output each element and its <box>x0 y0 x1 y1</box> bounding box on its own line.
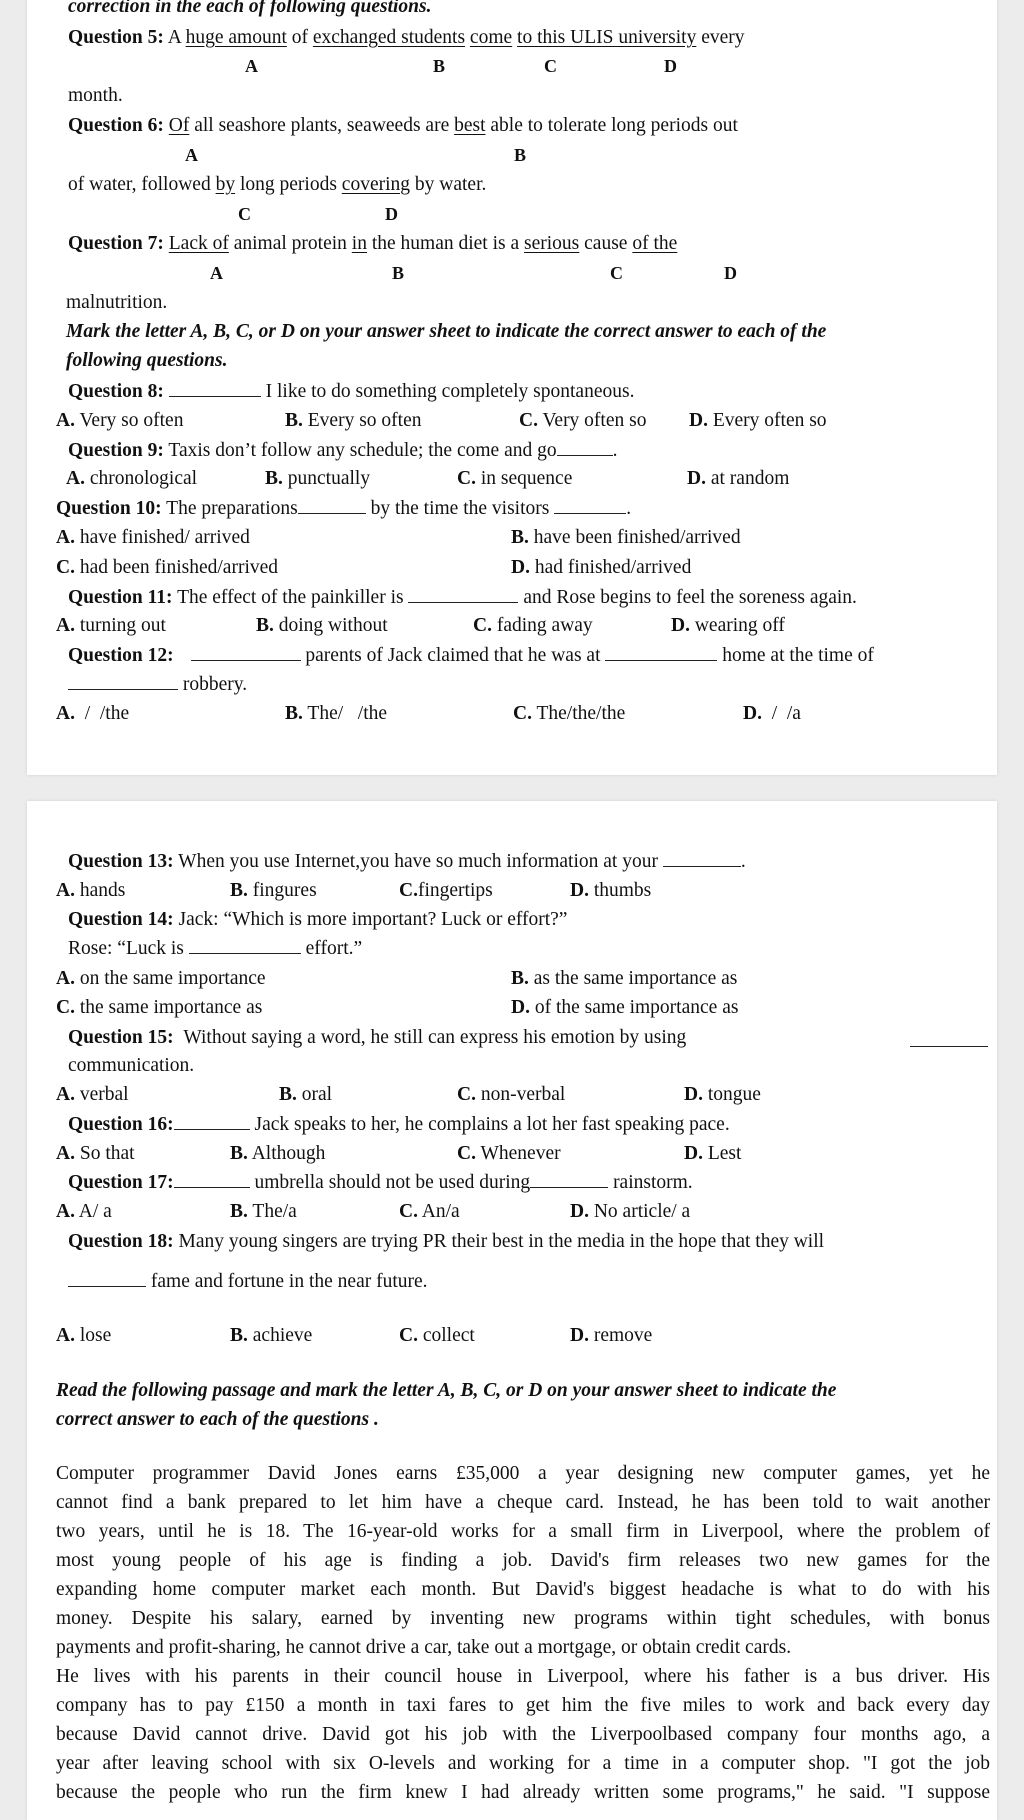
underline-letter-d: D <box>385 204 398 224</box>
underline-letter-a: A <box>185 145 198 165</box>
option-a: A. Very so often <box>56 410 184 431</box>
answer-blank <box>530 1171 608 1188</box>
option-c: C. The/the/the <box>513 703 626 724</box>
underline-letter-d: D <box>724 263 737 283</box>
answer-blank <box>298 497 366 514</box>
question-18: Question 18: Many young singers are trying PR their best in the media in the hope that they will <box>68 1231 825 1252</box>
option-a: A. So that <box>56 1143 135 1164</box>
question-11: Question 11: The effect of the painkiller is and Rose begins to feel the soreness again. <box>68 587 857 608</box>
underline-letter-b: B <box>514 145 527 165</box>
option-a: A. lose <box>56 1325 112 1346</box>
exam-page-2 <box>27 801 997 1820</box>
question-12: Question 12: parents of Jack claimed that he was at home at the time of <box>68 645 874 666</box>
question-label: Question 11: <box>68 587 173 608</box>
option-b: B. Although <box>230 1143 326 1164</box>
option-d: D. Every often so <box>689 410 827 431</box>
option-b: B. punctually <box>265 468 371 489</box>
exam-page-1 <box>27 0 997 775</box>
option-c: C. fading away <box>473 615 593 636</box>
passage-line: year after leaving school with six O-levels and working for a time in a computer shop. "I got the job <box>56 1753 990 1774</box>
underline-letter-b: B <box>392 263 405 283</box>
option-d: D. of the same importance as <box>511 997 739 1018</box>
option-b: B. The/a <box>230 1201 297 1222</box>
option-c: C.fingertips <box>399 880 493 901</box>
option-d: D. tongue <box>684 1084 761 1105</box>
option-a: A. on the same importance <box>56 968 266 989</box>
option-c: C. had been finished/arrived <box>56 557 279 578</box>
underline-letter-c: C <box>544 56 557 76</box>
question-label: Question 9: <box>68 440 164 461</box>
reading-instruction-line-1: Read the following passage and mark the letter A, B, C, or D on your answer sheet to indicate the <box>56 1380 837 1401</box>
section-header-tail: correction in the each of following questions. <box>68 0 432 17</box>
passage-line: because the people who run the firm knew I had already written some programs," he said. "I suppose <box>56 1782 990 1803</box>
option-c: C. An/a <box>399 1201 460 1222</box>
underline-letter-a: A <box>245 56 258 76</box>
passage-line: because David cannot drive. David got his job with the Liverpoolbased company four months ago, a <box>56 1724 990 1745</box>
underline-letter-c: C <box>238 204 251 224</box>
answer-blank <box>554 497 626 514</box>
question-7-continuation: malnutrition. <box>66 292 168 313</box>
answer-blank <box>910 1030 988 1047</box>
option-d: D. had finished/arrived <box>511 557 692 578</box>
question-14: Question 14: Jack: “Which is more important? Luck or effort?” <box>68 909 568 930</box>
question-15: Question 15: Without saying a word, he still can express his emotion by using <box>68 1026 988 1050</box>
question-5-continuation: month. <box>68 85 123 106</box>
question-label: Question 15: <box>68 1027 174 1048</box>
section-instruction-line-2: following questions. <box>66 350 228 371</box>
passage-line: company has to pay £150 a month in taxi fares to get him the five miles to work and back every day <box>56 1695 990 1716</box>
question-16: Question 16: Jack speaks to her, he complains a lot her fast speaking pace. <box>68 1114 730 1135</box>
answer-blank <box>189 937 301 954</box>
question-18-continuation: fame and fortune in the near future. <box>68 1270 428 1294</box>
option-b: B. have been finished/arrived <box>511 527 741 548</box>
question-label: Question 14: <box>68 909 174 930</box>
question-label: Question 10: <box>56 498 162 519</box>
option-d: D. No article/ a <box>570 1201 691 1222</box>
passage-line: Computer programmer David Jones earns £35,000 a year designing new computer games, yet he <box>56 1463 990 1484</box>
answer-blank <box>68 1270 146 1287</box>
question-label: Question 13: <box>68 851 174 872</box>
answer-blank <box>174 1113 250 1130</box>
passage-line: expanding home computer market each month. But David's biggest headache is what to do with his <box>56 1579 990 1600</box>
question-8: Question 8: I like to do something completely spontaneous. <box>68 381 635 402</box>
question-14-line-2: Rose: “Luck is effort.” <box>68 938 363 959</box>
option-b: B. as the same importance as <box>511 968 738 989</box>
answer-blank <box>191 644 301 661</box>
option-b: B. fingures <box>230 880 317 901</box>
underline-letter-b: B <box>433 56 446 76</box>
option-a: A. / /the <box>56 703 130 724</box>
answer-blank <box>557 439 613 456</box>
question-label: Question 16: <box>68 1114 174 1135</box>
passage-line: He lives with his parents in their council house in Liverpool, where his father is a bus driver. His <box>56 1666 990 1687</box>
reading-instruction-line-2: correct answer to each of the questions . <box>56 1409 379 1430</box>
passage-line: two years, until he is 18. The 16-year-old works for a small firm in Liverpool, where the problem of <box>56 1521 990 1542</box>
option-d: D. at random <box>687 468 790 489</box>
question-label: Question 12: <box>68 645 174 666</box>
question-9: Question 9: Taxis don’t follow any schedule; the come and go . <box>68 440 618 461</box>
question-label: Question 6: <box>68 115 164 136</box>
option-b: B. Every so often <box>285 410 422 431</box>
answer-blank <box>408 586 518 603</box>
option-c: C. in sequence <box>457 468 573 489</box>
option-c: C. Whenever <box>457 1143 561 1164</box>
passage-line: payments and profit-sharing, he cannot drive a car, take out a mortgage, or obtain credit cards. <box>56 1637 792 1658</box>
underline-letter-d: D <box>664 56 677 76</box>
answer-blank <box>174 1171 250 1188</box>
option-b: B. The/ /the <box>285 703 388 724</box>
passage-line: money. Despite his salary, earned by inventing new programs within tight schedules, with bonus <box>56 1608 990 1629</box>
answer-blank <box>68 673 178 690</box>
question-13: Question 13: When you use Internet,you have so much information at your . <box>68 851 746 872</box>
option-c: C. Very often so <box>519 410 647 431</box>
answer-blank <box>663 850 741 867</box>
option-c: C. the same importance as <box>56 997 263 1018</box>
answer-blank <box>169 380 261 397</box>
question-label: Question 18: <box>68 1231 174 1252</box>
question-15-continuation: communication. <box>68 1055 195 1076</box>
question-5: Question 5: A huge amount of exchanged students come to this ULIS university every <box>68 27 745 48</box>
question-label: Question 5: <box>68 27 164 48</box>
option-d: D. wearing off <box>671 615 785 636</box>
option-a: A. chronological <box>66 468 198 489</box>
option-d: D. / /a <box>743 703 801 724</box>
question-label: Question 8: <box>68 381 164 402</box>
option-d: D. remove <box>570 1325 653 1346</box>
option-a: A. hands <box>56 880 126 901</box>
question-12-continuation: robbery. <box>68 673 247 697</box>
option-c: C. non-verbal <box>457 1084 566 1105</box>
question-label: Question 7: <box>68 233 164 254</box>
option-d: D. thumbs <box>570 880 652 901</box>
option-a: A. turning out <box>56 615 166 636</box>
section-instruction-line-1: Mark the letter A, B, C, or D on your answer sheet to indicate the correct answer to each of the <box>66 321 827 342</box>
option-a: A. A/ a <box>56 1201 112 1222</box>
option-b: B. doing without <box>256 615 388 636</box>
option-a: A. verbal <box>56 1084 129 1105</box>
question-6-continuation: of water, followed by long periods covering by water. <box>68 174 487 195</box>
option-b: B. achieve <box>230 1325 313 1346</box>
option-d: D. Lest <box>684 1143 742 1164</box>
question-label: Question 17: <box>68 1172 174 1193</box>
answer-blank <box>605 644 717 661</box>
question-6: Question 6: Of all seashore plants, seaweeds are best able to tolerate long periods out <box>68 115 738 136</box>
option-b: B. oral <box>279 1084 333 1105</box>
question-17: Question 17: umbrella should not be used during rainstorm. <box>68 1172 693 1193</box>
passage-line: most young people of his age is finding a job. David's firm releases two new games for the <box>56 1550 990 1571</box>
option-c: C. collect <box>399 1325 475 1346</box>
passage-line: cannot find a bank prepared to let him have a cheque card. Instead, he has been told to wait another <box>56 1492 990 1513</box>
underline-letter-a: A <box>210 263 223 283</box>
underline-letter-c: C <box>610 263 623 283</box>
option-a: A. have finished/ arrived <box>56 527 250 548</box>
question-10: Question 10: The preparations by the time the visitors . <box>56 498 632 519</box>
question-7: Question 7: Lack of animal protein in the human diet is a serious cause of the <box>68 233 678 254</box>
